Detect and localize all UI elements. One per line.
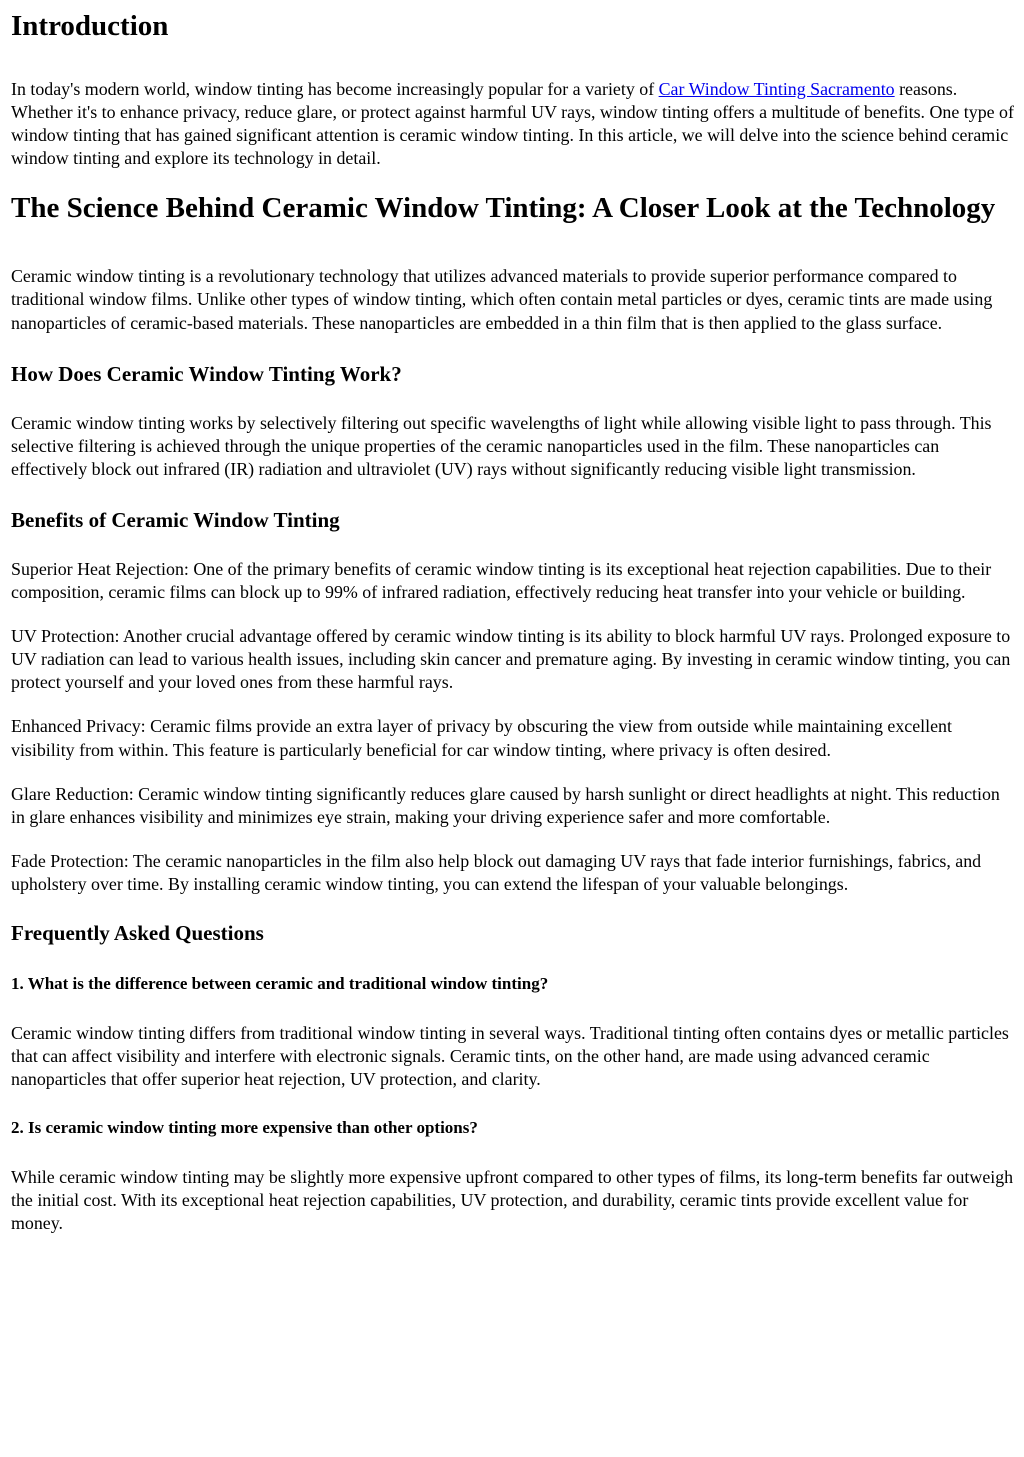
faq-question-2: 2. Is ceramic window tinting more expensive than other options?: [11, 1118, 478, 1138]
faq-answer-2: While ceramic window tinting may be slightly more expensive upfront compared to other types of films, its long-term benefits far outweigh the initial cost. With its exceptional heat rejection capabilities, UV protection, and durability, ceramic tints provide excellent value for money.: [11, 1167, 1014, 1234]
intro-text-before-link: In today's modern world, window tinting has become increasingly popular for a variety of: [11, 79, 659, 99]
intro-text-after-link: reasons. Whether it's to enhance privacy, reduce glare, or protect against harmful UV rays, window tinting offers a multitude of benefits. One type of window tinting that has gained significant attention is ceramic window tinting. In this article, we will delve into the science behind ceramic window tinting and explore its technology in detail.: [11, 79, 1014, 169]
benefit-glare-reduction: Glare Reduction: Ceramic window tinting significantly reduces glare caused by harsh sunlight or direct headlights at night. This reduction in glare enhances visibility and minimizes eye strain, making your driving experience safer and more comfortable.: [11, 783, 1000, 827]
benefit-fade-protection: Fade Protection: The ceramic nanoparticles in the film also help block out damaging UV rays that fade interior furnishings, fabrics, and upholstery over time. By installing ceramic window tinting, you can extend the lifespan of your valuable belongings.: [11, 850, 982, 894]
how-it-works-heading: How Does Ceramic Window Tinting Work?: [11, 361, 402, 386]
faq-question-1: 1. What is the difference between ceramic and traditional window tinting?: [11, 973, 549, 993]
science-heading: The Science Behind Ceramic Window Tinting: A Closer Look at the Technology: [11, 192, 996, 225]
benefit-heat-rejection: Superior Heat Rejection: One of the primary benefits of ceramic window tinting is its exceptional heat rejection capabilities. Due to their composition, ceramic films can block up to 99% of infrared radiation, effectively reducing heat transfer into your vehicle or building.: [11, 558, 992, 603]
how-it-works-paragraph: Ceramic window tinting works by selectively filtering out specific wavelengths of light while allowing visible light to pass through. This selective filtering is achieved through the unique properties of the ceramic nanoparticles used in the film. These nanoparticles can effectively block out infrared (IR) radiation and ultraviolet (UV) rays without significantly reducing visible light transmission.: [11, 412, 992, 479]
intro-paragraph: [11, 78, 1014, 170]
science-paragraph: Ceramic window tinting is a revolutionary technology that utilizes advanced materials to provide superior performance compared to traditional window films. Unlike other types of window tinting, which often contain metal particles or dyes, ceramic tints are made using nanoparticles of ceramic-based materials. These nanoparticles are embedded in a thin film that is then applied to the glass surface.: [11, 266, 993, 333]
benefits-heading: Benefits of Ceramic Window Tinting: [11, 507, 340, 532]
benefit-uv-protection: UV Protection: Another crucial advantage offered by ceramic window tinting is its ability to block harmful UV rays. Prolonged exposure to UV radiation can lead to various health issues, including skin cancer and premature aging. By investing in ceramic window tinting, you can protect yourself and your loved ones from these harmful rays.: [11, 626, 1011, 693]
article: [0, 9, 1024, 1236]
benefit-privacy: Enhanced Privacy: Ceramic films provide an extra layer of privacy by obscuring the view from outside while maintaining excellent visibility from within. This feature is particularly beneficial for car window tinting, where privacy is often desired.: [11, 716, 952, 760]
faq-heading: Frequently Asked Questions: [11, 920, 264, 945]
intro-heading: Introduction: [11, 10, 169, 42]
car-window-tinting-link[interactable]: Car Window Tinting Sacramento: [658, 79, 895, 99]
faq-answer-1: Ceramic window tinting differs from traditional window tinting in several ways. Traditional tinting often contains dyes or metallic particles that can affect visibility and interfere with electronic signals. Ceramic tints, on the other hand, are made using advanced ceramic nanoparticles that offer superior heat rejection, UV protection, and clarity.: [11, 1022, 1009, 1090]
